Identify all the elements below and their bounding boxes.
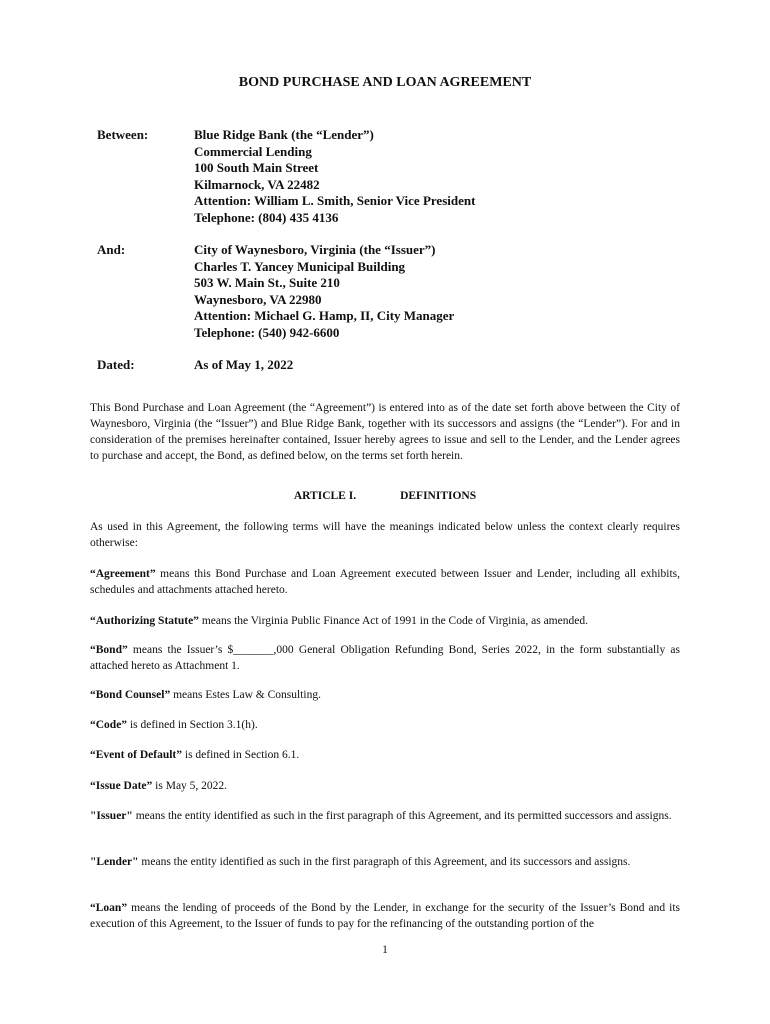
definition-code bbox=[90, 717, 680, 733]
definition-text: means the entity identified as such in the first paragraph of this Agreement, and its permitted successors and assigns. bbox=[132, 810, 672, 822]
address-line: 503 W. Main St., Suite 210 bbox=[194, 275, 340, 290]
address-line: City of Waynesboro, Virginia (the “Issuer”) bbox=[194, 242, 436, 257]
definition-text: is defined in Section 6.1. bbox=[182, 749, 300, 761]
dated-label: Dated: bbox=[97, 357, 135, 372]
definition-term: “Bond” bbox=[90, 644, 128, 656]
definition-issue-date bbox=[90, 778, 680, 794]
definition-issuer bbox=[90, 808, 680, 824]
address-line: 100 South Main Street bbox=[194, 160, 319, 175]
definition-term: “Agreement” bbox=[90, 568, 156, 580]
address-line: Commercial Lending bbox=[194, 143, 312, 159]
page-number: 1 bbox=[382, 944, 388, 956]
definition-term: “Code” bbox=[90, 719, 128, 731]
definition-text: means the Issuer’s $_______,000 General Obligation Refunding Bond, Series 2022, in the form substantially as attached hereto as Attachment 1. bbox=[90, 644, 680, 672]
definition-text: means the entity identified as such in the first paragraph of this Agreement, and its successors and assigns. bbox=[138, 856, 631, 868]
definition-loan bbox=[90, 900, 680, 932]
definition-text: means the Virginia Public Finance Act of 1991 in the Code of Virginia, as amended. bbox=[198, 615, 588, 627]
address-line: Blue Ridge Bank (the “Lender”) bbox=[194, 127, 374, 142]
address-line: Waynesboro, VA 22980 bbox=[194, 291, 322, 307]
address-line: Attention: William L. Smith, Senior Vice President bbox=[194, 193, 476, 208]
definitions-intro: As used in this Agreement, the following terms will have the meanings indicated below unless the context clearly requires otherwise: bbox=[90, 521, 680, 549]
definition-term: “Event of Default” bbox=[90, 749, 182, 761]
definition-bond bbox=[90, 642, 680, 674]
address-line: Attention: Michael G. Hamp, II, City Manager bbox=[194, 308, 455, 323]
address-line: Telephone: (540) 942-6600 bbox=[194, 324, 340, 340]
issuer-address bbox=[194, 242, 454, 341]
definition-text: means this Bond Purchase and Loan Agreement executed between Issuer and Lender, including all exhibits, schedules and attachments attached hereto. bbox=[90, 568, 680, 596]
definition-text: means Estes Law & Consulting. bbox=[170, 689, 321, 701]
definition-authorizing-statute bbox=[90, 613, 680, 629]
definition-term: "Lender" bbox=[90, 856, 139, 868]
article-number: ARTICLE I. bbox=[293, 490, 357, 502]
lender-address bbox=[194, 127, 475, 226]
definition-term: “Issue Date” bbox=[90, 780, 153, 792]
dated-value: As of May 1, 2022 bbox=[194, 357, 294, 372]
definition-term: “Loan” bbox=[90, 902, 128, 914]
article-name: DEFINITIONS bbox=[400, 490, 477, 502]
definition-term: “Authorizing Statute” bbox=[90, 615, 199, 627]
and-label: And: bbox=[97, 242, 126, 257]
address-line: Telephone: (804) 435 4136 bbox=[194, 209, 339, 225]
definition-agreement bbox=[90, 566, 680, 598]
definition-lender bbox=[90, 854, 680, 870]
intro-paragraph: This Bond Purchase and Loan Agreement (the “Agreement”) is entered into as of the date set forth above between the City of Waynesboro, Virginia (the “Issuer”) and Blue Ridge Bank, together with its successors and assigns (the “Lender”). For and in consideration of the premises hereinafter contained, Issuer hereby agrees to issue and sell to the Lender, and the Lender agrees to purchase and accept, the Bond, as defined below, on the terms set forth herein. bbox=[90, 402, 680, 462]
definition-term: “Bond Counsel” bbox=[90, 689, 171, 701]
between-label: Between: bbox=[97, 127, 149, 142]
definition-event-of-default bbox=[90, 747, 680, 763]
document-title: BOND PURCHASE AND LOAN AGREEMENT bbox=[238, 75, 532, 90]
address-line: Kilmarnock, VA 22482 bbox=[194, 176, 320, 192]
article-heading bbox=[0, 490, 770, 502]
definition-text: means the lending of proceeds of the Bond by the Lender, in exchange for the security of the Issuer’s Bond and its execution of this Agreement, to the Issuer of funds to pay for the refinancing of the outstanding portion of the bbox=[90, 902, 680, 930]
address-line: Charles T. Yancey Municipal Building bbox=[194, 258, 406, 274]
definition-bond-counsel bbox=[90, 687, 680, 703]
definition-term: "Issuer" bbox=[90, 810, 133, 822]
definition-text: is May 5, 2022. bbox=[152, 780, 228, 792]
definition-text: is defined in Section 3.1(h). bbox=[127, 719, 258, 731]
